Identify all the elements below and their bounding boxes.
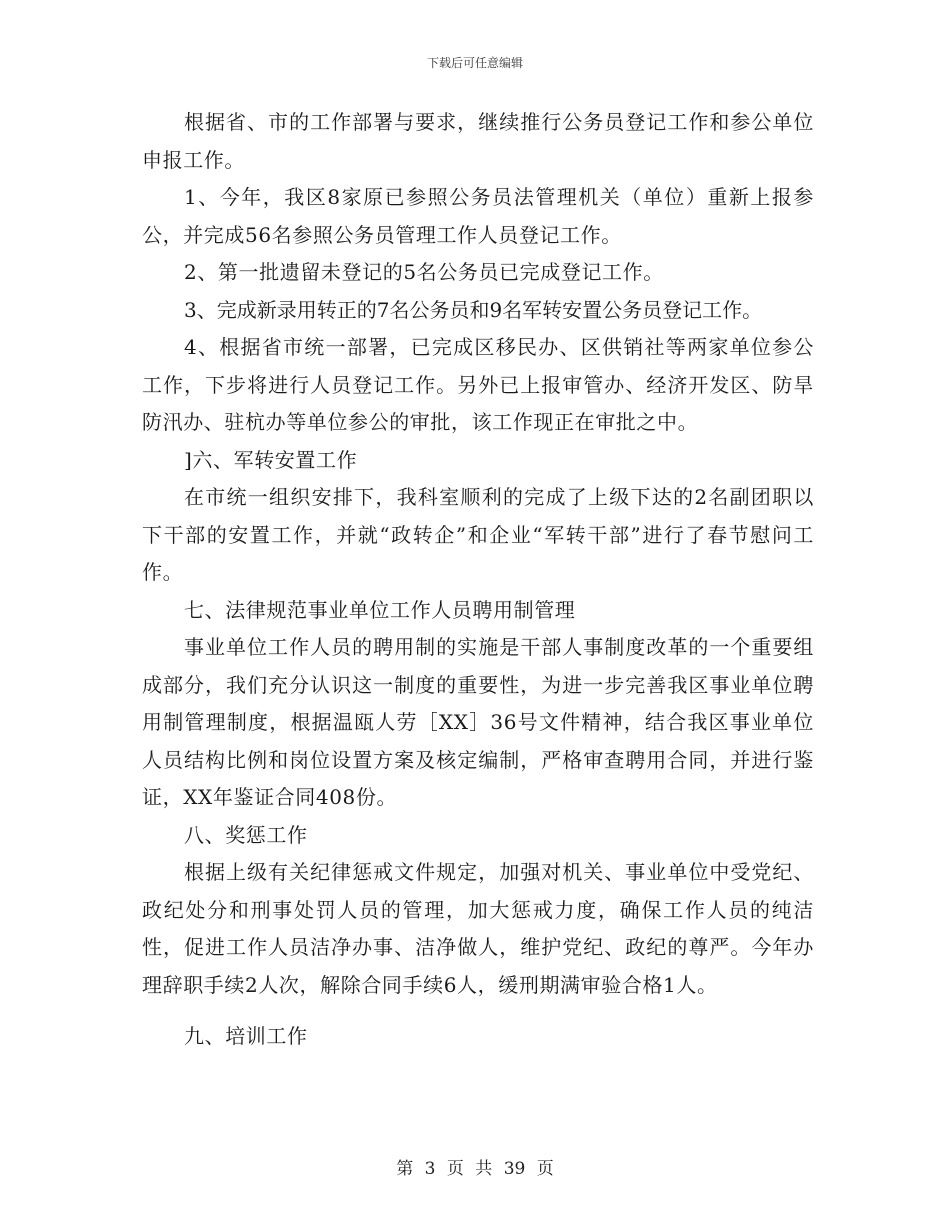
page-header-note: 下载后可任意编辑 <box>426 56 523 70</box>
section-heading-employment-system: 七、法律规范事业单位工作人员聘用制管理 <box>184 597 576 622</box>
paragraph-item-2: 2、第一批遗留未登记的5名公务员已完成登记工作。 <box>184 260 664 284</box>
page-number: 第 3 页 共 39 页 <box>396 1159 554 1179</box>
section-heading-military-resettlement: ]六、军转安置工作 <box>184 447 358 472</box>
paragraph-item-1: 1、今年，我区8家原已参照公务员法管理机关（单位）重新上报参公，并完成56名参照公务员管理工作人员登记工作。 <box>142 185 814 247</box>
paragraph-military-resettlement: 在市统一组织安排下，我科室顺利的完成了上级下达的2名副团职以下干部的安置工作，并就“政转企”和企业“军转干部”进行了春节慰问工作。 <box>142 485 814 584</box>
section-heading-rewards-punishments: 八、奖惩工作 <box>184 822 308 847</box>
paragraph-rewards-punishments: 根据上级有关纪律惩戒文件规定，加强对机关、事业单位中受党纪、政纪处分和刑事处罚人员的管理，加大惩戒力度，确保工作人员的纯洁性，促进工作人员洁净办事、洁净做人，维护党纪、政纪的尊严。今年办理辞职手续2人次，解除合同手续6人，缓刑期满审验合格1人。 <box>142 860 814 997</box>
paragraph-item-4: 4、根据省市统一部署，已完成区移民办、区供销社等两家单位参公工作，下步将进行人员登记工作。另外已上报审管办、经济开发区、防旱防汛办、驻杭办等单位参公的审批，该工作现正在审批之中。 <box>142 335 814 434</box>
paragraph-employment-system: 事业单位工作人员的聘用制的实施是干部人事制度改革的一个重要组成部分，我们充分认识这一制度的重要性，为进一步完善我区事业单位聘用制管理制度，根据温瓯人劳［XX］36号文件精神，结合我区事业单位人员结构比例和岗位设置方案及核定编制，严格审查聘用合同，并进行鉴证，XX年鉴证合同408份。 <box>142 635 814 809</box>
paragraph-intro: 根据省、市的工作部署与要求，继续推行公务员登记工作和参公单位申报工作。 <box>142 110 814 172</box>
paragraph-item-3: 3、完成新录用转正的7名公务员和9名军转安置公务员登记工作。 <box>184 297 763 322</box>
document-body <box>142 104 814 1056</box>
section-heading-training: 九、培训工作 <box>184 1024 308 1048</box>
